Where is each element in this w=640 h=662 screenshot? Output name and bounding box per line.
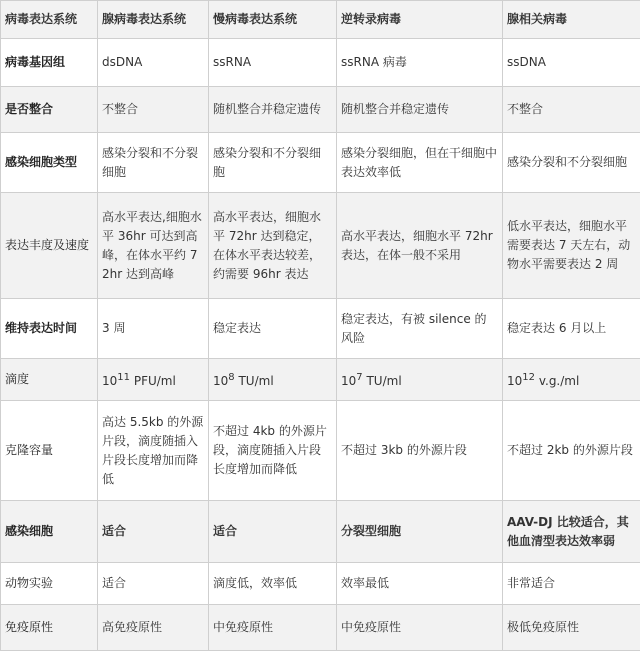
- titer-unit: v.g./ml: [535, 374, 580, 388]
- table-cell: 滴度低，效率低: [209, 563, 337, 605]
- table-row: [1, 133, 640, 193]
- row-header-cell: 克隆容量: [1, 401, 98, 501]
- table-row: [1, 39, 640, 87]
- row-header-cell: 免疫原性: [1, 605, 98, 651]
- table-cell: 适合: [98, 563, 209, 605]
- table-row: [1, 87, 640, 133]
- table-row: [1, 359, 640, 401]
- table-cell: 高免疫原性: [98, 605, 209, 651]
- titer-exponent: 11: [117, 372, 131, 383]
- titer-exponent: 12: [522, 372, 536, 383]
- row-header-cell: 是否整合: [1, 87, 98, 133]
- table-cell: 感染分裂细胞，但在干细胞中表达效率低: [337, 133, 503, 193]
- table-cell: 适合: [98, 501, 209, 563]
- table-cell: [98, 359, 209, 401]
- table-cell: 3 周: [98, 299, 209, 359]
- table-cell: 稳定表达: [209, 299, 337, 359]
- table-cell: 不整合: [98, 87, 209, 133]
- row-header-cell: 动物实验: [1, 563, 98, 605]
- table-cell: 稳定表达，有被 silence 的风险: [337, 299, 503, 359]
- table-cell: 高达 5.5kb 的外源片段，滴度随插入片段长度增加而降低: [98, 401, 209, 501]
- table-cell: 高水平表达，细胞水平 72hr 表达，在体一般不采用: [337, 193, 503, 299]
- table-row: [1, 563, 640, 605]
- table-cell: 适合: [209, 501, 337, 563]
- row-header-cell: 滴度: [1, 359, 98, 401]
- table-cell: 不超过 2kb 的外源片段: [503, 401, 640, 501]
- table-cell: 不超过 4kb 的外源片段，滴度随插入片段长度增加而降低: [209, 401, 337, 501]
- table-cell: 效率最低: [337, 563, 503, 605]
- titer-base: 10: [341, 374, 357, 388]
- header-cell-system: 病毒表达系统: [1, 1, 98, 39]
- table-cell: 高水平表达，细胞水平 72hr 达到稳定，在体水平表达较差，约需要 96hr 表达: [209, 193, 337, 299]
- table-cell: ssRNA 病毒: [337, 39, 503, 87]
- table-cell: 极低免疫原性: [503, 605, 640, 651]
- table-cell: 低水平表达，细胞水平需要表达 7 天左右，动物水平需要表达 2 周: [503, 193, 640, 299]
- table-cell: ssRNA: [209, 39, 337, 87]
- table-cell: 感染分裂和不分裂细胞: [503, 133, 640, 193]
- header-cell-aav: 腺相关病毒: [503, 1, 640, 39]
- table-cell: 稳定表达 6 月以上: [503, 299, 640, 359]
- header-cell-retrovirus: 逆转录病毒: [337, 1, 503, 39]
- table-row: [1, 193, 640, 299]
- table-row: [1, 299, 640, 359]
- header-cell-adenovirus: 腺病毒表达系统: [98, 1, 209, 39]
- table-cell: 感染分裂和不分裂细胞: [209, 133, 337, 193]
- table-cell: 中免疫原性: [209, 605, 337, 651]
- table-cell: ssDNA: [503, 39, 640, 87]
- table-cell: 随机整合并稳定遗传: [209, 87, 337, 133]
- table-cell: 分裂型细胞: [337, 501, 503, 563]
- table-cell: dsDNA: [98, 39, 209, 87]
- titer-base: 10: [213, 374, 229, 388]
- table-row: [1, 605, 640, 651]
- table-cell: 非常适合: [503, 563, 640, 605]
- table-cell: [503, 359, 640, 401]
- table-cell: [337, 359, 503, 401]
- table-row: [1, 501, 640, 563]
- titer-base: 10: [102, 374, 118, 388]
- table-cell: 中免疫原性: [337, 605, 503, 651]
- table-cell: 随机整合并稳定遗传: [337, 87, 503, 133]
- header-cell-lentivirus: 慢病毒表达系统: [209, 1, 337, 39]
- table-cell: 高水平表达,细胞水平 36hr 可达到高峰，在体水平约 72hr 达到高峰: [98, 193, 209, 299]
- row-header-cell: 感染细胞类型: [1, 133, 98, 193]
- row-header-cell: 表达丰度及速度: [1, 193, 98, 299]
- row-header-cell: 病毒基因组: [1, 39, 98, 87]
- table-cell: 感染分裂和不分裂细胞: [98, 133, 209, 193]
- table-cell: 不超过 3kb 的外源片段: [337, 401, 503, 501]
- table-cell: AAV-DJ 比较适合，其他血清型表达效率弱: [503, 501, 640, 563]
- table-header-row: [1, 1, 640, 39]
- table-cell: [209, 359, 337, 401]
- titer-unit: TU/ml: [234, 374, 274, 388]
- row-header-cell: 维持表达时间: [1, 299, 98, 359]
- titer-base: 10: [507, 374, 523, 388]
- titer-exponent: 7: [356, 372, 363, 383]
- row-header-cell: 感染细胞: [1, 501, 98, 563]
- titer-unit: TU/ml: [362, 374, 402, 388]
- table-cell: 不整合: [503, 87, 640, 133]
- titer-exponent: 8: [228, 372, 235, 383]
- table-body: [1, 1, 640, 651]
- titer-unit: PFU/ml: [130, 374, 176, 388]
- table-row: [1, 401, 640, 501]
